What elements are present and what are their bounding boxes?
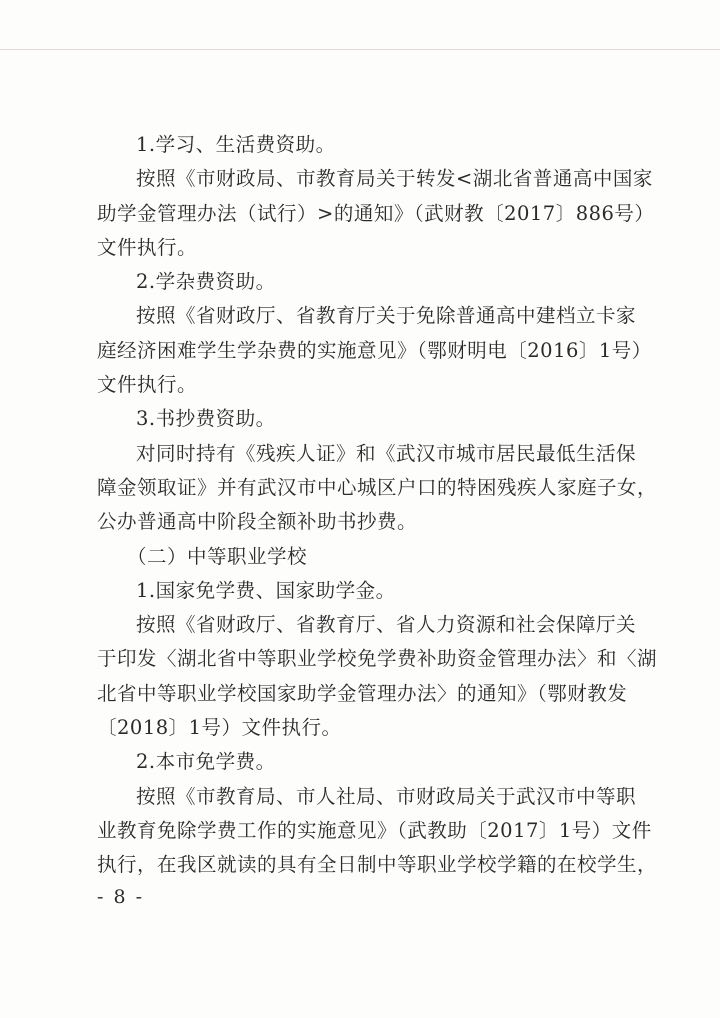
heading-tuition-fee-aid: 2.学杂费资助。 [136,270,276,294]
paragraph-line: 公办普通高中阶段全额补助书抄费。 [97,510,418,534]
paragraph-line: 按照《省财政厅、省教育厅、省人力资源和社会保障厅关 [136,613,637,637]
heading-national-tuition-aid: 1.国家免学费、国家助学金。 [136,578,396,602]
body-text [97,128,658,883]
paragraph-line: 障金领取证》并有武汉市中心城区户口的特困残疾人家庭子女， [97,475,658,499]
paragraph-line: 按照《市教育局、市人社局、市财政局关于武汉市中等职 [136,784,637,808]
page-number: - 8 - [97,886,145,908]
paragraph-line: 文件执行。 [97,373,198,397]
paragraph-line: 按照《市财政局、市教育局关于转发<湖北省普通高中国家 [136,167,653,191]
heading-study-living-aid: 1.学习、生活费资助。 [136,133,336,156]
paragraph-line: 业教育免除学费工作的实施意见》（武教助〔2017〕1号）文件 [97,818,652,842]
heading-city-tuition-waiver: 2.本市免学费。 [136,750,276,774]
paragraph-line: 于印发〈湖北省中等职业学校免学费补助资金管理办法〉和〈湖 [97,647,658,671]
paragraph-line: 文件执行。 [97,235,198,259]
paragraph-line: 〔2018〕1号）文件执行。 [97,716,342,740]
paragraph-line: 庭经济困难学生学杂费的实施意见》（鄂财明电〔2016〕1号） [97,338,652,362]
heading-book-fee-aid: 3.书抄费资助。 [136,407,276,431]
section-heading-vocational-schools: （二）中等职业学校 [127,544,308,568]
paragraph-line: 按照《省财政厅、省教育厅关于免除普通高中建档立卡家 [136,304,637,328]
paragraph-line: 北省中等职业学校国家助学金管理办法〉的通知》（鄂财教发 [97,681,628,705]
paragraph-line: 执行，在我区就读的具有全日制中等职业学校学籍的在校学生， [97,853,658,877]
header-rule [0,49,720,50]
paragraph-line: 对同时持有《残疾人证》和《武汉市城市居民最低生活保 [136,441,637,465]
paragraph-line: 助学金管理办法（试行）>的通知》（武财教〔2017〕886号） [97,201,655,225]
